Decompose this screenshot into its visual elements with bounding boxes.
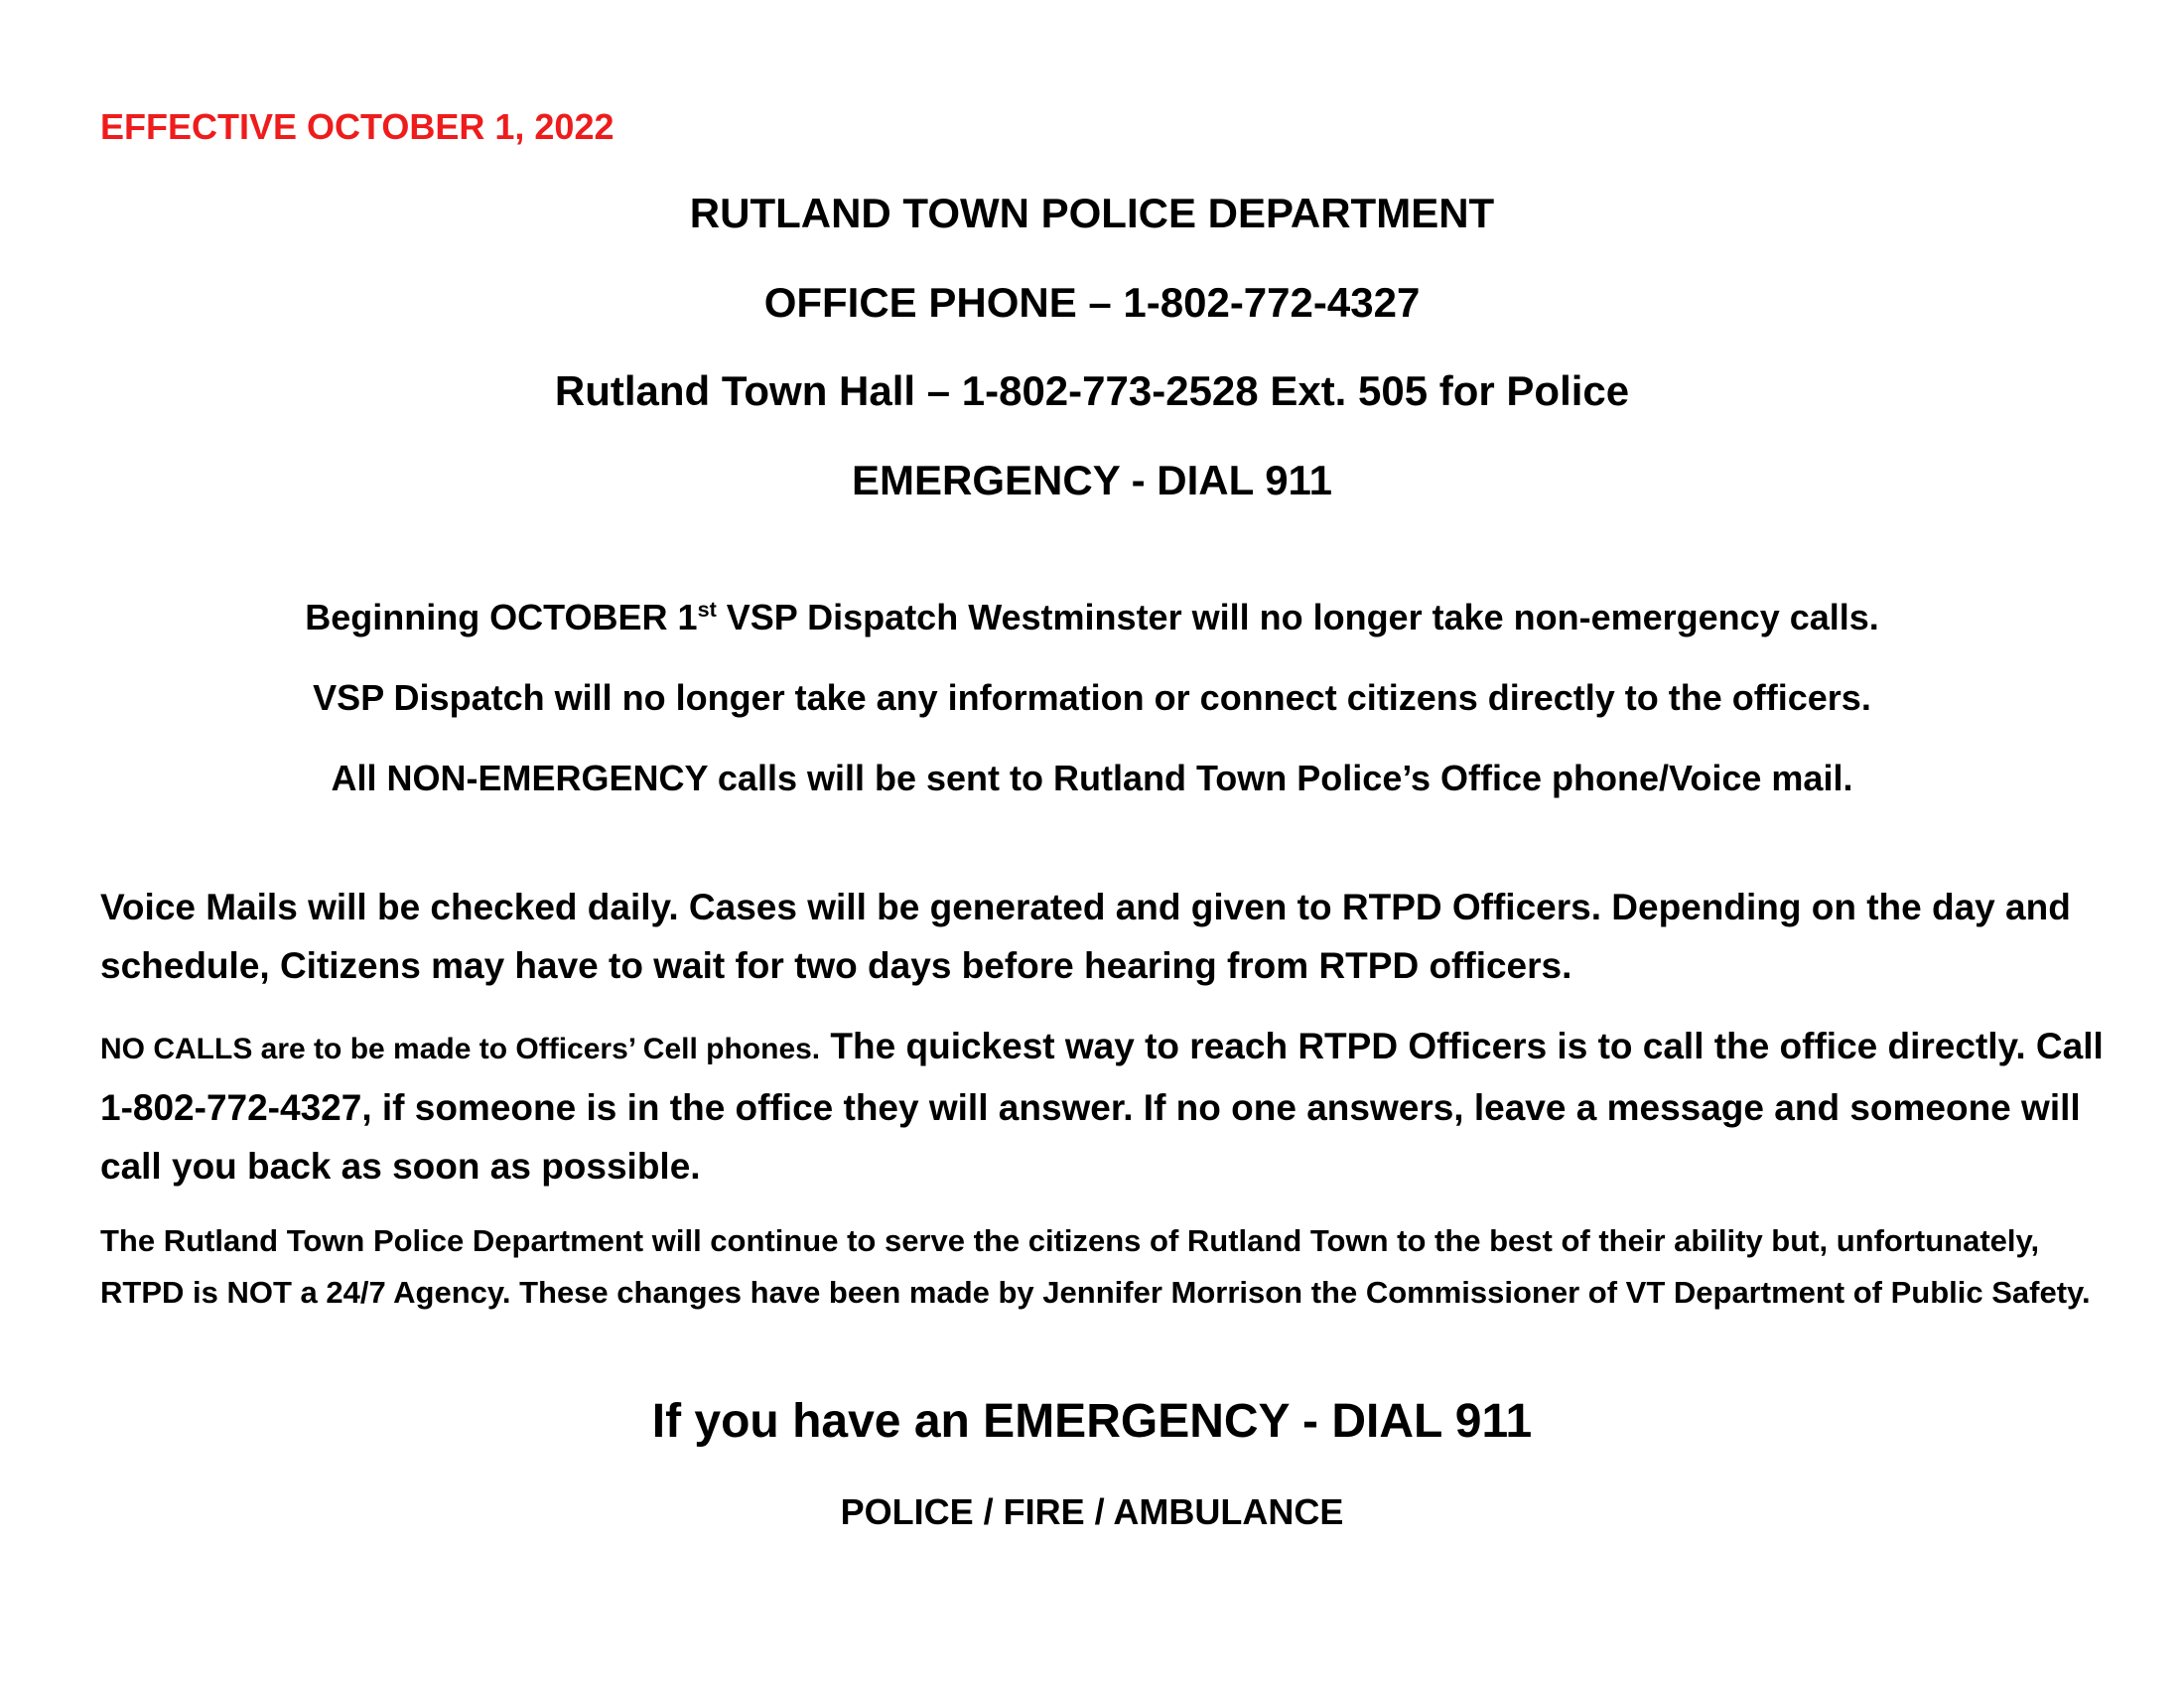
voicemail-paragraph: Voice Mails will be checked daily. Cases will be generated and given to RTPD Officers. Depending on the day and schedule, Citizens may have to wait for two days before hearing from RTPD officers. xyxy=(100,887,2071,986)
dispatch-line-1-before: Beginning OCTOBER 1 xyxy=(305,597,698,637)
town-hall-line: Rutland Town Hall – 1-802-773-2528 Ext. 505 for Police xyxy=(554,367,1630,414)
dispatch-line-1-sup: st xyxy=(697,597,717,622)
services-line: POLICE / FIRE / AMBULANCE xyxy=(840,1491,1344,1532)
emergency-line: EMERGENCY - DIAL 911 xyxy=(852,457,1332,503)
service-paragraph: The Rutland Town Police Department will continue to serve the citizens of Rutland Town to the best of their ability but, unfortunately, RTPD is NOT a 24/7 Agency. These changes have been made by Jennifer Morrison the Commissioner of VT Department of Public Safety. xyxy=(100,1223,2091,1310)
department-name: RUTLAND TOWN POLICE DEPARTMENT xyxy=(689,190,1495,236)
dispatch-line-2: VSP Dispatch will no longer take any information or connect citizens directly to the officers. xyxy=(313,677,1871,718)
effective-date: EFFECTIVE OCTOBER 1, 2022 xyxy=(100,106,614,147)
no-calls-paragraph xyxy=(100,1017,2106,1196)
dispatch-line-1 xyxy=(0,597,2184,637)
no-calls-lead: NO CALLS are to be made to Officers’ Cell phones. xyxy=(100,1033,821,1065)
dispatch-line-3: All NON-EMERGENCY calls will be sent to Rutland Town Police’s Office phone/Voice mail. xyxy=(331,758,1853,798)
dispatch-line-1-after: VSP Dispatch Westminster will no longer take non-emergency calls. xyxy=(716,597,1879,637)
no-calls-rest: The quickest way to reach RTPD Officers is to call the office directly. Call 1-802-772-4327, if someone is in the office they will answer. If no one answers, leave a message and someone will call you back as soon as possible. xyxy=(100,1026,2104,1187)
office-phone-line: OFFICE PHONE – 1-802-772-4327 xyxy=(763,279,1421,326)
closing-emergency: If you have an EMERGENCY - DIAL 911 xyxy=(651,1395,1533,1448)
